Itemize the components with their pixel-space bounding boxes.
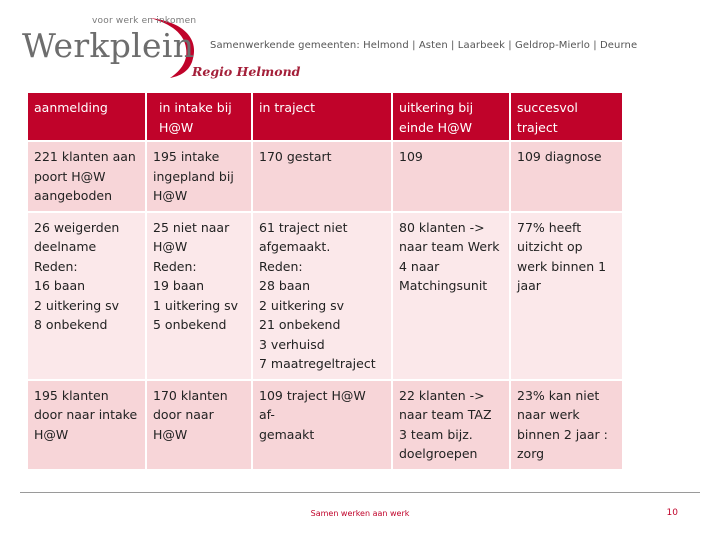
table-cell: 170 klanten door naar H@W	[146, 380, 252, 470]
footer-text: Samen werken aan werk	[310, 509, 410, 518]
page-number: 10	[666, 508, 678, 518]
table-cell: 195 klanten door naar intake H@W	[27, 380, 146, 470]
table-cell: 109 traject H@W af- gemaakt	[252, 380, 392, 470]
header-cell-succesvol: succesvol traject	[510, 92, 623, 141]
table-cell: 77% heeft uitzicht op werk binnen 1 jaar	[510, 212, 623, 380]
table-cell: 22 klanten -> naar team TAZ 3 team bijz. doelgroepen	[392, 380, 510, 470]
table-cell: 26 weigerden deelname Reden: 16 baan 2 uitkering sv 8 onbekend	[27, 212, 146, 380]
flow-table	[26, 91, 624, 471]
logo-region: Regio Helmond	[192, 64, 301, 79]
footer-divider	[20, 492, 700, 493]
table-row	[27, 380, 623, 470]
table-row	[27, 212, 623, 380]
table-cell: 23% kan niet naar werk binnen 2 jaar : zorg	[510, 380, 623, 470]
header-cell-aanmelding: aanmelding	[27, 92, 146, 141]
header-cell-traject: in traject	[252, 92, 392, 141]
header-cell-uitkering: uitkering bij einde H@W	[392, 92, 510, 141]
table-cell: 61 traject niet afgemaakt. Reden: 28 baan 2 uitkering sv 21 onbekend 3 verhuisd 7 maatregeltraject	[252, 212, 392, 380]
table-cell: 170 gestart	[252, 141, 392, 212]
table-cell: 195 intake ingepland bij H@W	[146, 141, 252, 212]
table-row	[27, 141, 623, 212]
table-cell: 25 niet naar H@W Reden: 19 baan 1 uitkering sv 5 onbekend	[146, 212, 252, 380]
header-cell-intake: in intake bij H@W	[146, 92, 252, 141]
slide-header	[0, 0, 720, 90]
table-cell: 109	[392, 141, 510, 212]
logo-tagline: voor werk en inkomen	[92, 16, 197, 26]
table-cell: 80 klanten -> naar team Werk 4 naar Matchingsunit	[392, 212, 510, 380]
municipalities-line: Samenwerkende gemeenten: Helmond | Asten | Laarbeek | Geldrop-Mierlo | Deurne	[210, 40, 638, 51]
table-cell: 109 diagnose	[510, 141, 623, 212]
logo-name: Werkplein	[22, 26, 195, 65]
table-header-row	[27, 92, 623, 141]
table-cell: 221 klanten aan poort H@W aangeboden	[27, 141, 146, 212]
